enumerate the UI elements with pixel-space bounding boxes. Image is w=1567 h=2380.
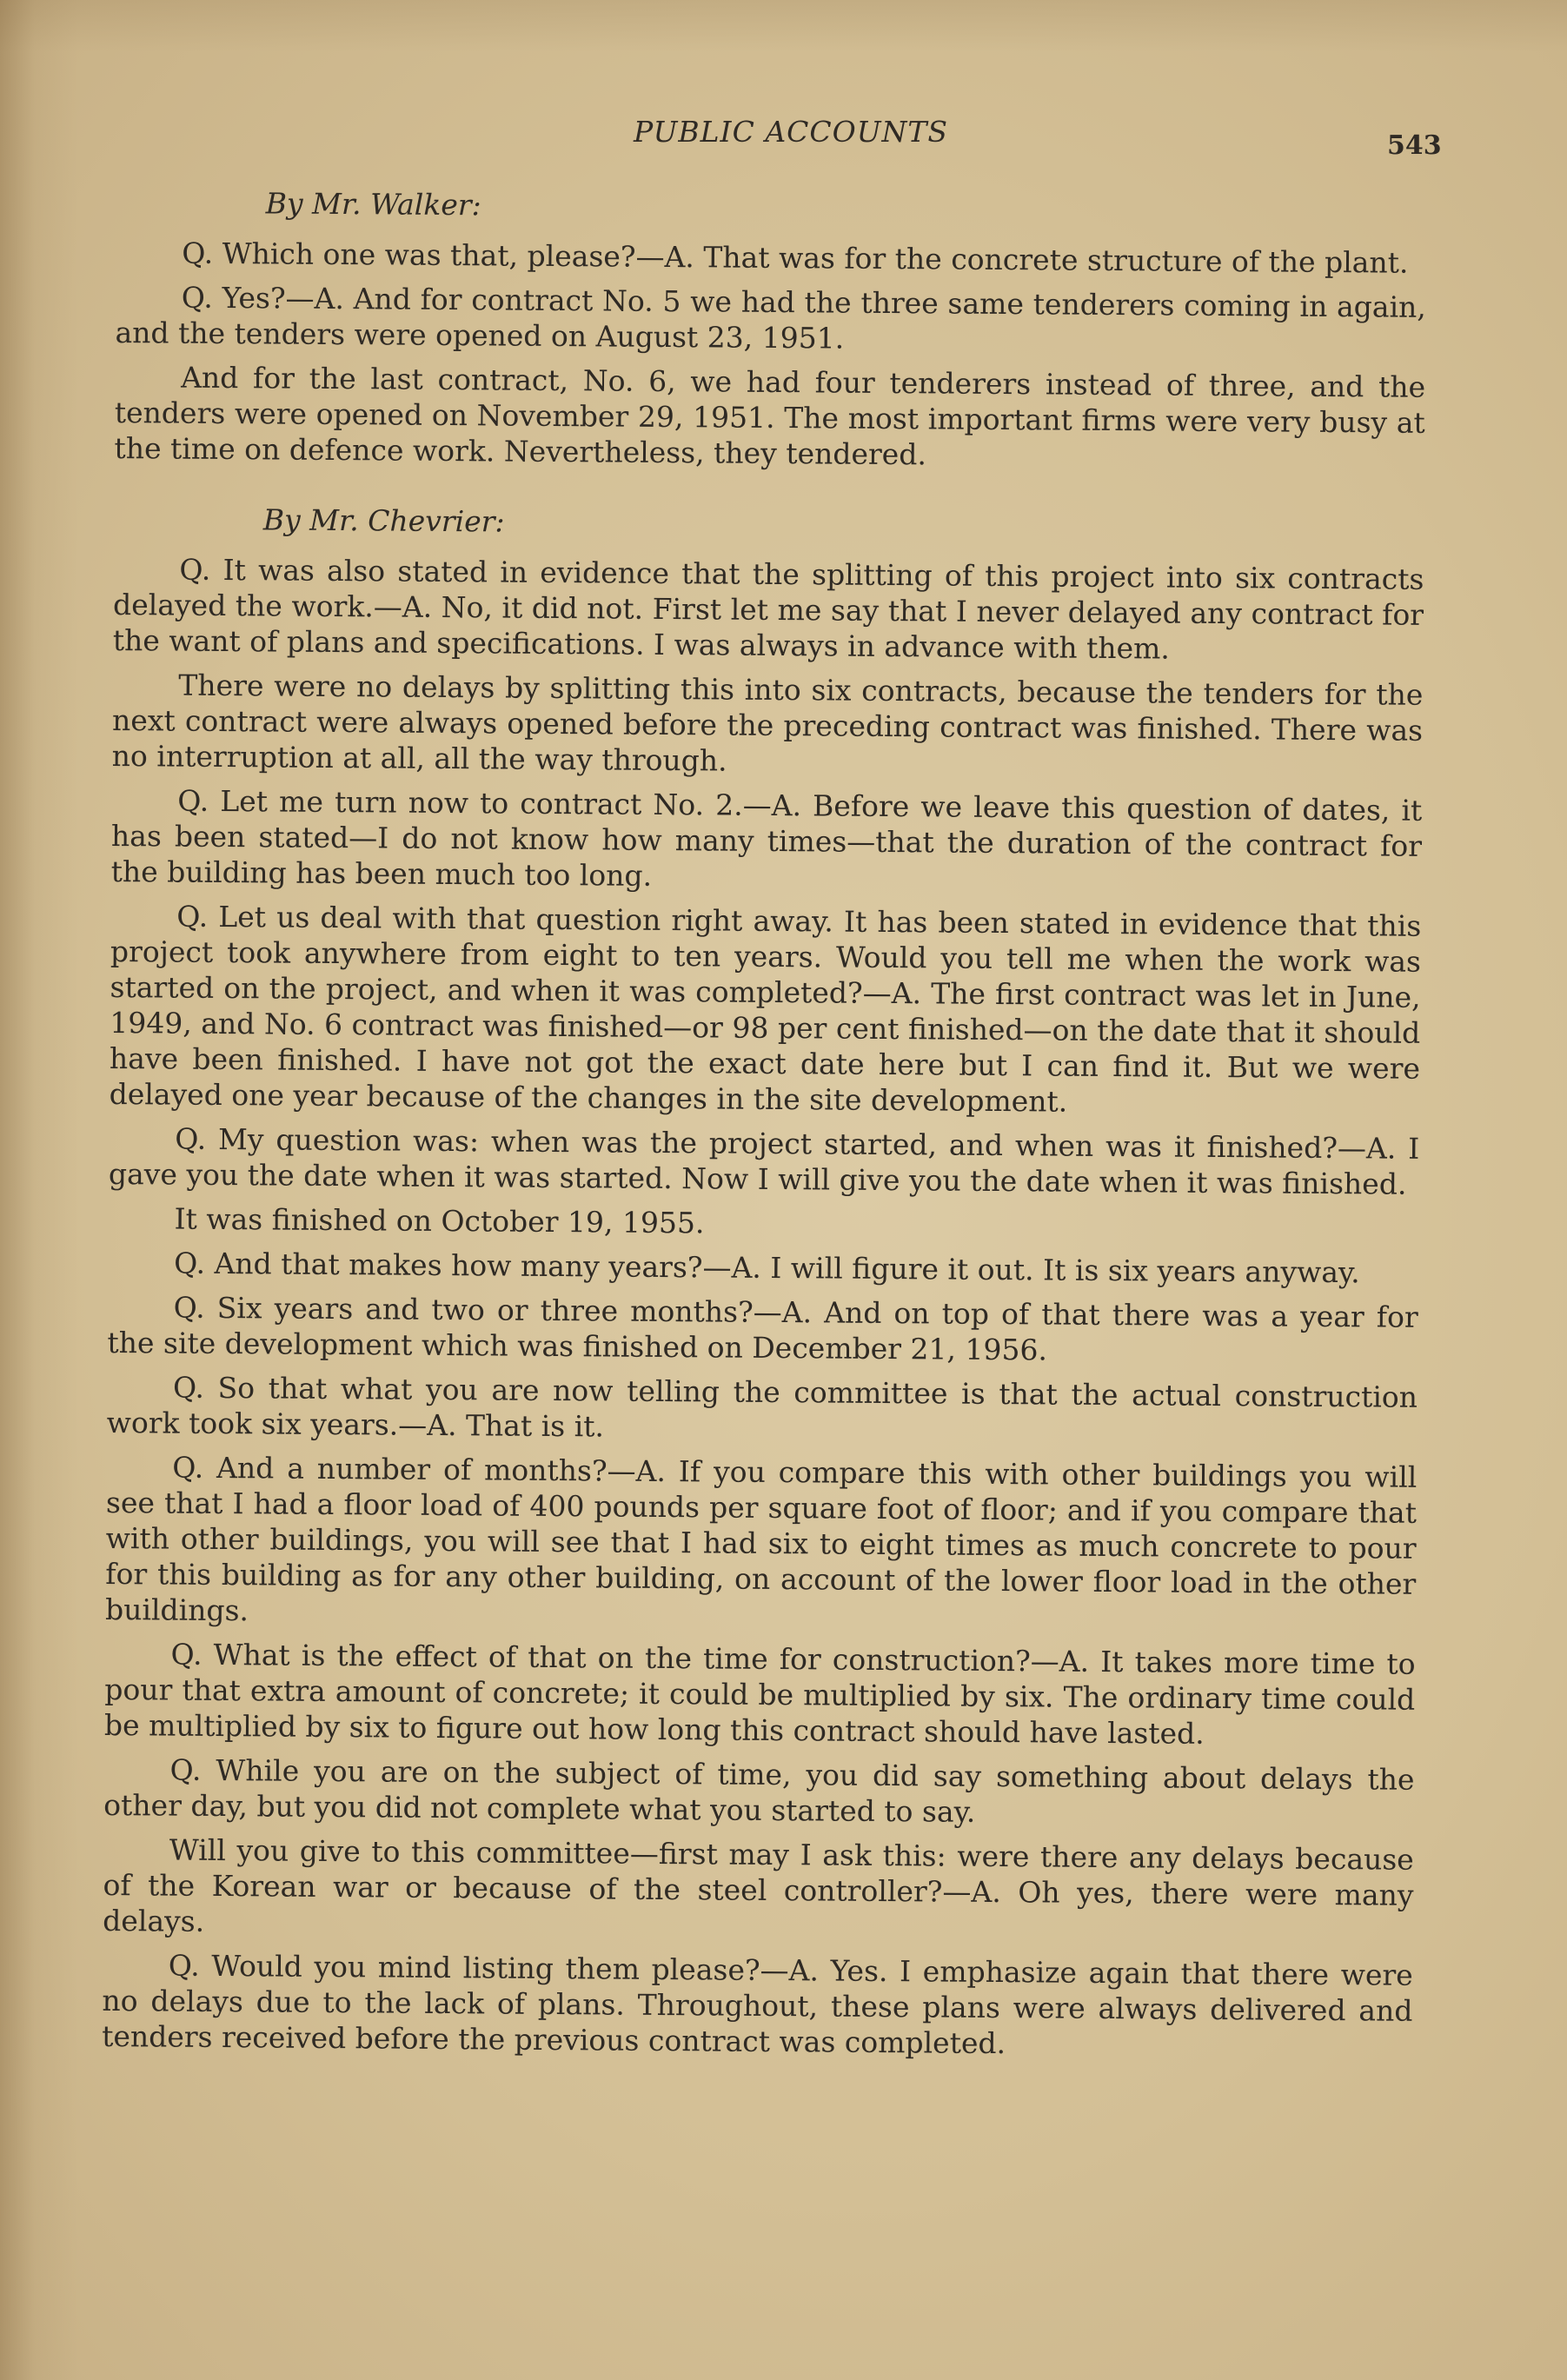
transcript-body	[102, 174, 1427, 2073]
transcript-paragraph: It was finished on October 19, 1955.	[174, 1201, 705, 1240]
transcript-paragraph: Q. What is the effect of that on the time for construction?—A. It takes more time to pour that extra amount of concrete; it could be multiplied by six. The ordinary time could be multiplied by six to figure out how long this contract should have lasted.	[103, 1637, 1416, 1751]
transcript-paragraph: There were no delays by splitting this into six contracts, because the tenders for the next contract were always opened before the preceding contract was finished. There was no interruption at all, all the way through.	[111, 668, 1424, 778]
transcript-paragraph: Q. Let me turn now to contract No. 2.—A. Before we leave this question of dates, it has been stated—I do not know how many times—that the duration of the contract for the building has been much too long.	[110, 783, 1423, 893]
transcript-paragraph: Q. Would you mind listing them please?—A. Yes. I emphasize again that there were no delays due to the lack of plans. Throughout, these plans were always delivered and tenders received before the previous contract was completed.	[102, 1948, 1413, 2061]
transcript-paragraph: Q. Six years and two or three months?—A. And on top of that there was a year for the site development which was finished on December 21, 1956.	[107, 1290, 1418, 1367]
transcript-paragraph: Q. While you are on the subject of time, you did say something about delays the other day, but you did not complete what you started to say.	[103, 1752, 1415, 1829]
transcript-paragraph: Q. It was also stated in evidence that the splitting of this project into six contracts delayed the work.—A. No, it did not. First let me say that I never delayed any contract for the want of plans and specifications. I was always in advance with them.	[112, 552, 1424, 666]
transcript-paragraph: Q. And a number of months?—A. If you compare this with other buildings you will see that I had a floor load of 400 pounds per square foot of floor; and if you compare that with other buildings, you will see that I had six to eight times as much concrete to pour for this building as for any other building, on account of the lower floor load in the other buildings.	[104, 1450, 1418, 1628]
transcript-paragraph: And for the last contract, No. 6, we had four tenderers instead of three, and the tenders were opened on November 29, 1951. The most important firms were very busy at the time on defence work. Nevertheless, they tendered.	[114, 360, 1426, 472]
transcript-paragraph: Q. Let us deal with that question right away. It has been stated in evidence that this project took anywhere from eight to ten years. Would you tell me when the work was started on the project, and when it was completed?—A. The first contract was let in June, 1949, and No. 6 contract was finished—or 98 per cent finished—on the date that it should have been finished. I have not got the exact date here but I can find it. But we were delayed one year because of the changes in the site development.	[109, 899, 1422, 1119]
transcript-paragraph: Q. My question was: when was the project started, and when was it finished?—A. I gave you the date when it was started. Now I will give you the date when it was finished.	[108, 1121, 1420, 1201]
transcript-paragraph: Q. Yes?—A. And for contract No. 5 we had the three same tenderers coming in again, and the tenders were opened on August 23, 1951.	[115, 280, 1426, 356]
transcript-paragraph: Q. So that what you are now telling the committee is that the actual construction work took six years.—A. That is it.	[106, 1370, 1418, 1444]
transcript-paragraph: Q. Which one was that, please?—A. That was for the concrete structure of the plant.	[182, 236, 1409, 280]
transcript-paragraph: Will you give to this committee—first may I ask this: were there any delays because of the Korean war or because of the steel controller?—A. Oh yes, there were many delays.	[103, 1832, 1414, 1938]
speaker-heading: By Mr. Walker:	[265, 186, 481, 223]
transcript-paragraph: Q. And that makes how many years?—A. I will figure it out. It is six years anyway.	[174, 1246, 1360, 1290]
speaker-heading: By Mr. Chevrier:	[262, 502, 505, 539]
page-number: 543	[1387, 130, 1442, 161]
running-header: PUBLIC ACCOUNTS	[633, 115, 949, 149]
